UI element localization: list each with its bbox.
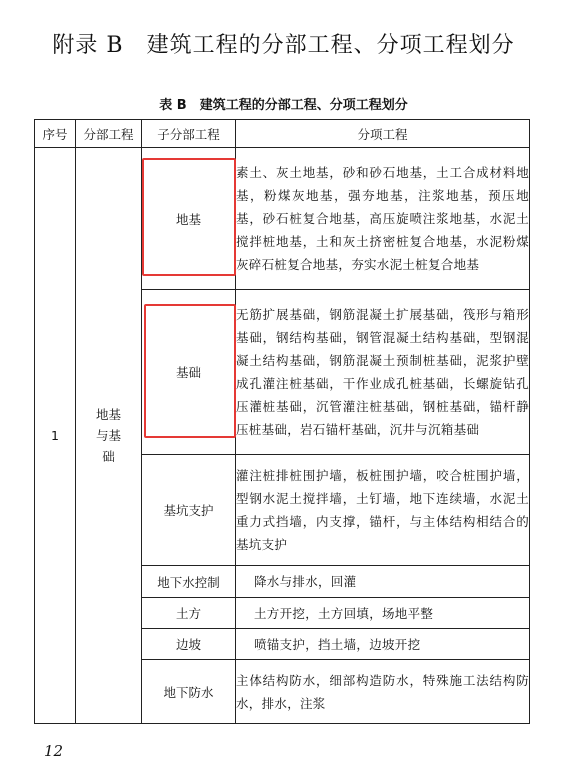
table-caption: 表 B 建筑工程的分部工程、分项工程划分: [159, 98, 408, 113]
highlight-box-foundation-soil: [142, 158, 236, 276]
table-header-row: [35, 120, 530, 148]
items-cell: 无筋扩展基础，钢筋混凝土扩展基础，筏形与箱形基础，钢结构基础，钢管混凝土结构基础，型钢混凝土结构基础，钢筋混凝土预制桩基础，泥浆护壁成孔灌注桩基础，干作业成孔桩基础，长螺旋钻孔压灌桩基础，沉管灌注桩基础，钢桩基础，锚杆静压桩基础，岩石锚杆基础，沉井与沉箱基础: [236, 290, 530, 455]
subdivision-cell: 基坑支护: [142, 455, 236, 566]
table-row: [35, 148, 530, 290]
items-cell: 主体结构防水，细部构造防水，特殊施工法结构防水，排水，注浆: [236, 660, 530, 724]
page-number: 12: [44, 742, 64, 760]
header-division: 分部工程: [76, 120, 142, 148]
subdivision-cell: 地基: [142, 148, 236, 290]
division-table: [34, 119, 530, 724]
items-cell: 素土、灰土地基，砂和砂石地基，土工合成材料地基，粉煤灰地基，强夯地基，注浆地基，预压地基，砂石桩复合地基，高压旋喷注浆地基，水泥土搅拌桩地基，土和灰土挤密桩复合地基，水泥粉煤灰碎石桩复合地基，夯实水泥土桩复合地基: [236, 148, 530, 290]
items-cell: 降水与排水，回灌: [236, 566, 530, 598]
subdivision-cell: 基础: [142, 290, 236, 455]
items-cell: 灌注桩排桩围护墙，板桩围护墙，咬合桩围护墙，型钢水泥土搅拌墙，土钉墙，地下连续墙，水泥土重力式挡墙，内支撑，锚杆，与主体结构相结合的基坑支护: [236, 455, 530, 566]
serial-no-cell: 1: [35, 148, 76, 724]
highlight-box-foundation: [144, 304, 236, 438]
items-cell: 土方开挖，土方回填，场地平整: [236, 598, 530, 629]
subdivision-cell: 土方: [142, 598, 236, 629]
division-cell: [76, 148, 142, 724]
header-subdivision: 子分部工程: [142, 120, 236, 148]
division-name: 地基与基础: [95, 407, 121, 464]
subdivision-cell: 地下水控制: [142, 566, 236, 598]
page-title: 附录 B 建筑工程的分部工程、分项工程划分: [52, 33, 515, 58]
subdivision-cell: 地下防水: [142, 660, 236, 724]
header-serial-no: 序号: [35, 120, 76, 148]
items-cell: 喷锚支护，挡土墙，边坡开挖: [236, 629, 530, 660]
header-items: 分项工程: [236, 120, 530, 148]
subdivision-cell: 边坡: [142, 629, 236, 660]
